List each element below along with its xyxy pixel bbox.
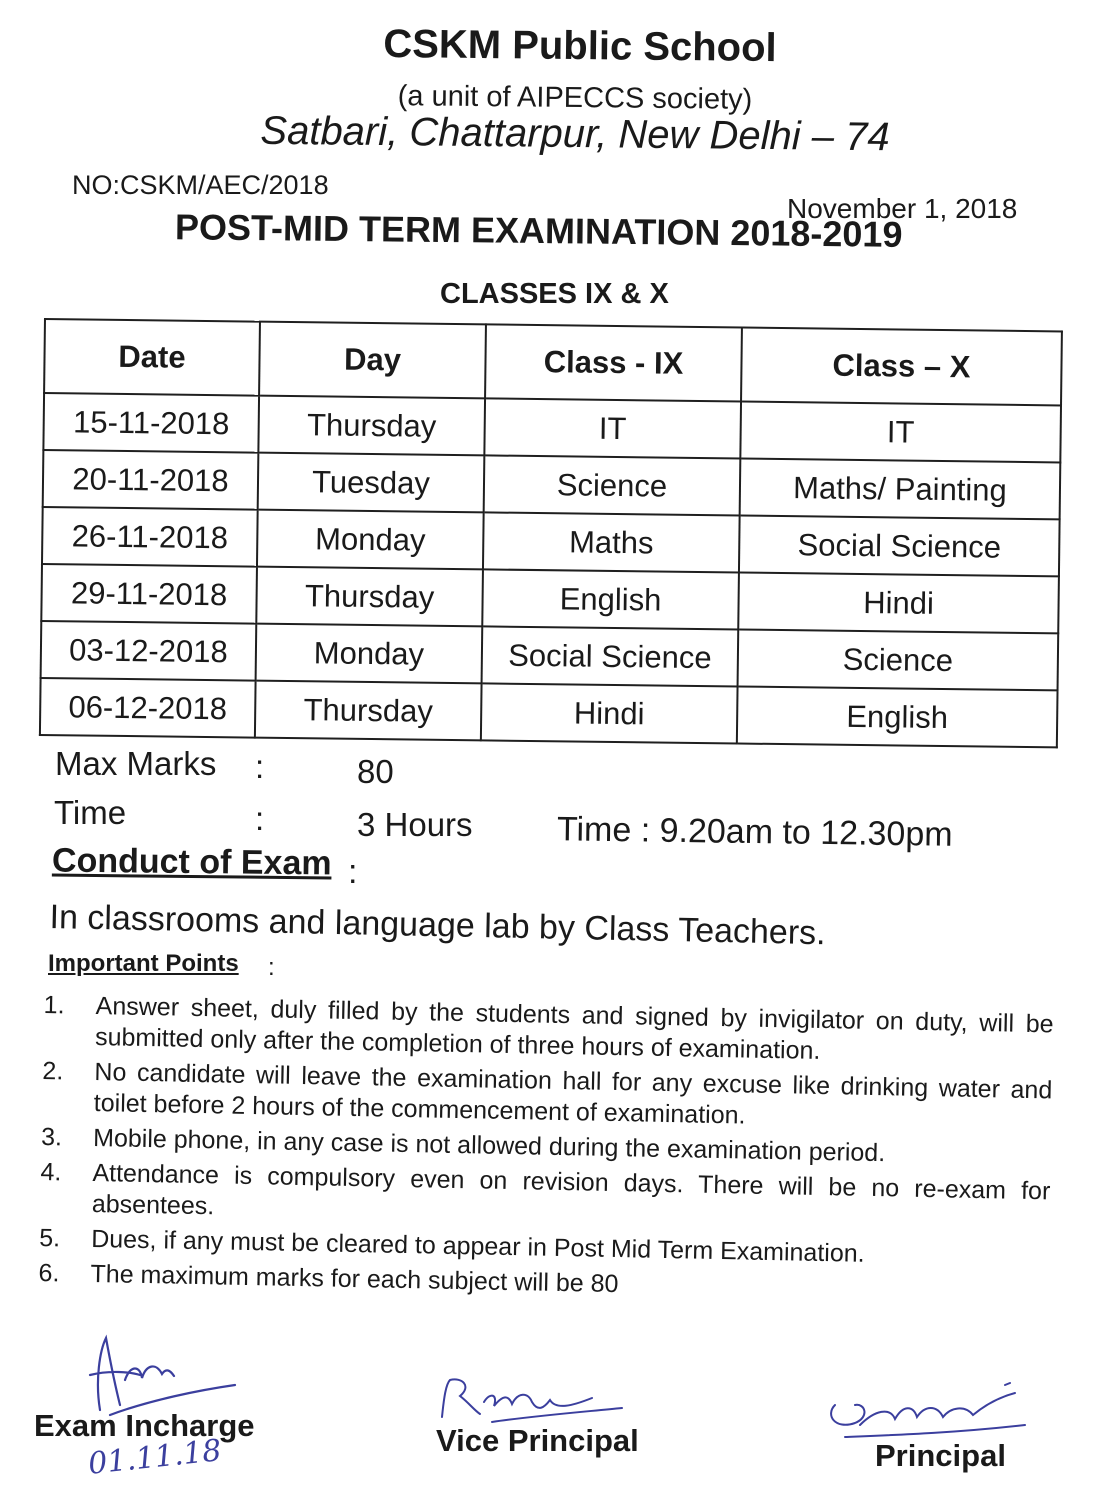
- max-marks-value: 80: [357, 753, 394, 790]
- table-row: [40, 678, 1058, 747]
- cell-class-x: Social Science: [739, 516, 1060, 577]
- point-number: 4.: [40, 1157, 62, 1187]
- max-marks-colon: :: [255, 748, 265, 785]
- max-marks-label: Max Marks: [55, 745, 217, 782]
- cell-class-x: English: [737, 687, 1058, 748]
- conduct-colon: :: [348, 853, 358, 891]
- time-label: Time: [54, 794, 127, 831]
- cell-date: 03-12-2018: [41, 621, 257, 681]
- cell-date: 15-11-2018: [43, 393, 259, 453]
- cell-class-x: Science: [738, 630, 1059, 691]
- school-unit: (a unit of AIPECCS society): [397, 80, 753, 116]
- exam-incharge-label: Exam Incharge: [34, 1408, 255, 1443]
- point-text: No candidate will leave the examination hall for any excuse like drinking water and toilet before 2 hours of the commencement of examination.: [93, 1057, 1053, 1130]
- cell-day: Thursday: [255, 681, 482, 741]
- point-text: Answer sheet, duly filled by the students and signed by invigilator on duty, will be submitted only after the completion of three hours of examination.: [94, 991, 1054, 1065]
- school-address: Satbari, Chattarpur, New Delhi – 74: [260, 108, 890, 160]
- exam-schedule-table: [39, 318, 1063, 748]
- time-value: 3 Hours: [357, 806, 473, 843]
- point-text: Dues, if any must be cleared to appear in Post Mid Term Examination.: [90, 1224, 865, 1268]
- cell-day: Thursday: [258, 396, 485, 456]
- principal-label: Principal: [875, 1438, 1006, 1473]
- cell-date: 20-11-2018: [43, 450, 259, 510]
- conduct-heading: Conduct of Exam: [51, 841, 332, 883]
- school-name: CSKM Public School: [383, 21, 777, 71]
- cell-day: Tuesday: [258, 453, 485, 513]
- cell-class-ix: Science: [484, 455, 741, 515]
- principal-signature: [815, 1375, 1035, 1445]
- header-class-x: Class – X: [741, 328, 1062, 406]
- cell-day: Monday: [256, 624, 483, 684]
- header-day: Day: [259, 322, 486, 399]
- point-number: 1.: [43, 990, 65, 1020]
- cell-class-ix: IT: [484, 398, 741, 458]
- cell-class-x: Hindi: [738, 573, 1059, 634]
- point-number: 6.: [38, 1258, 60, 1288]
- point-text: Mobile phone, in any case is not allowed during the examination period.: [92, 1123, 886, 1168]
- exam-incharge-signature: [70, 1330, 250, 1420]
- notice-date: November 1, 2018: [787, 193, 1018, 224]
- cell-date: 29-11-2018: [41, 564, 257, 624]
- header-date: Date: [44, 319, 260, 396]
- classes-heading: CLASSES IX & X: [440, 278, 669, 310]
- reference-number: NO:CSKM/AEC/2018: [72, 170, 329, 200]
- cell-class-ix: English: [482, 569, 739, 629]
- handwritten-date: 01.11.18: [86, 1433, 224, 1482]
- cell-class-ix: Hindi: [481, 683, 738, 743]
- cell-date: 06-12-2018: [40, 678, 256, 738]
- important-points-colon: :: [268, 954, 275, 981]
- vice-principal-label: Vice Principal: [436, 1423, 639, 1458]
- cell-class-ix: Social Science: [482, 626, 739, 686]
- cell-date: 26-11-2018: [42, 507, 258, 567]
- point-text: The maximum marks for each subject will be 80: [90, 1259, 619, 1299]
- important-points-heading: Important Points: [48, 950, 239, 977]
- time-colon: :: [255, 800, 265, 837]
- exam-title: POST-MID TERM EXAMINATION 2018-2019: [174, 206, 903, 255]
- point-number: 3.: [40, 1122, 63, 1152]
- table-header-row: [44, 319, 1062, 405]
- point-number: 2.: [42, 1056, 64, 1086]
- cell-class-x: IT: [740, 402, 1061, 463]
- header-class-ix: Class - IX: [485, 324, 742, 401]
- cell-day: Monday: [257, 510, 484, 570]
- conduct-text: In classrooms and language lab by Class Teachers.: [49, 898, 826, 953]
- point-number: 5.: [38, 1223, 61, 1253]
- cell-class-x: Maths/ Painting: [740, 459, 1061, 520]
- important-points-list: [38, 990, 1054, 1312]
- time-range: Time : 9.20am to 12.30pm: [556, 810, 953, 854]
- cell-class-ix: Maths: [483, 512, 740, 572]
- cell-day: Thursday: [256, 567, 483, 627]
- point-text: Attendance is compulsory even on revision days. There will be no re-exam for absentees.: [91, 1158, 1051, 1221]
